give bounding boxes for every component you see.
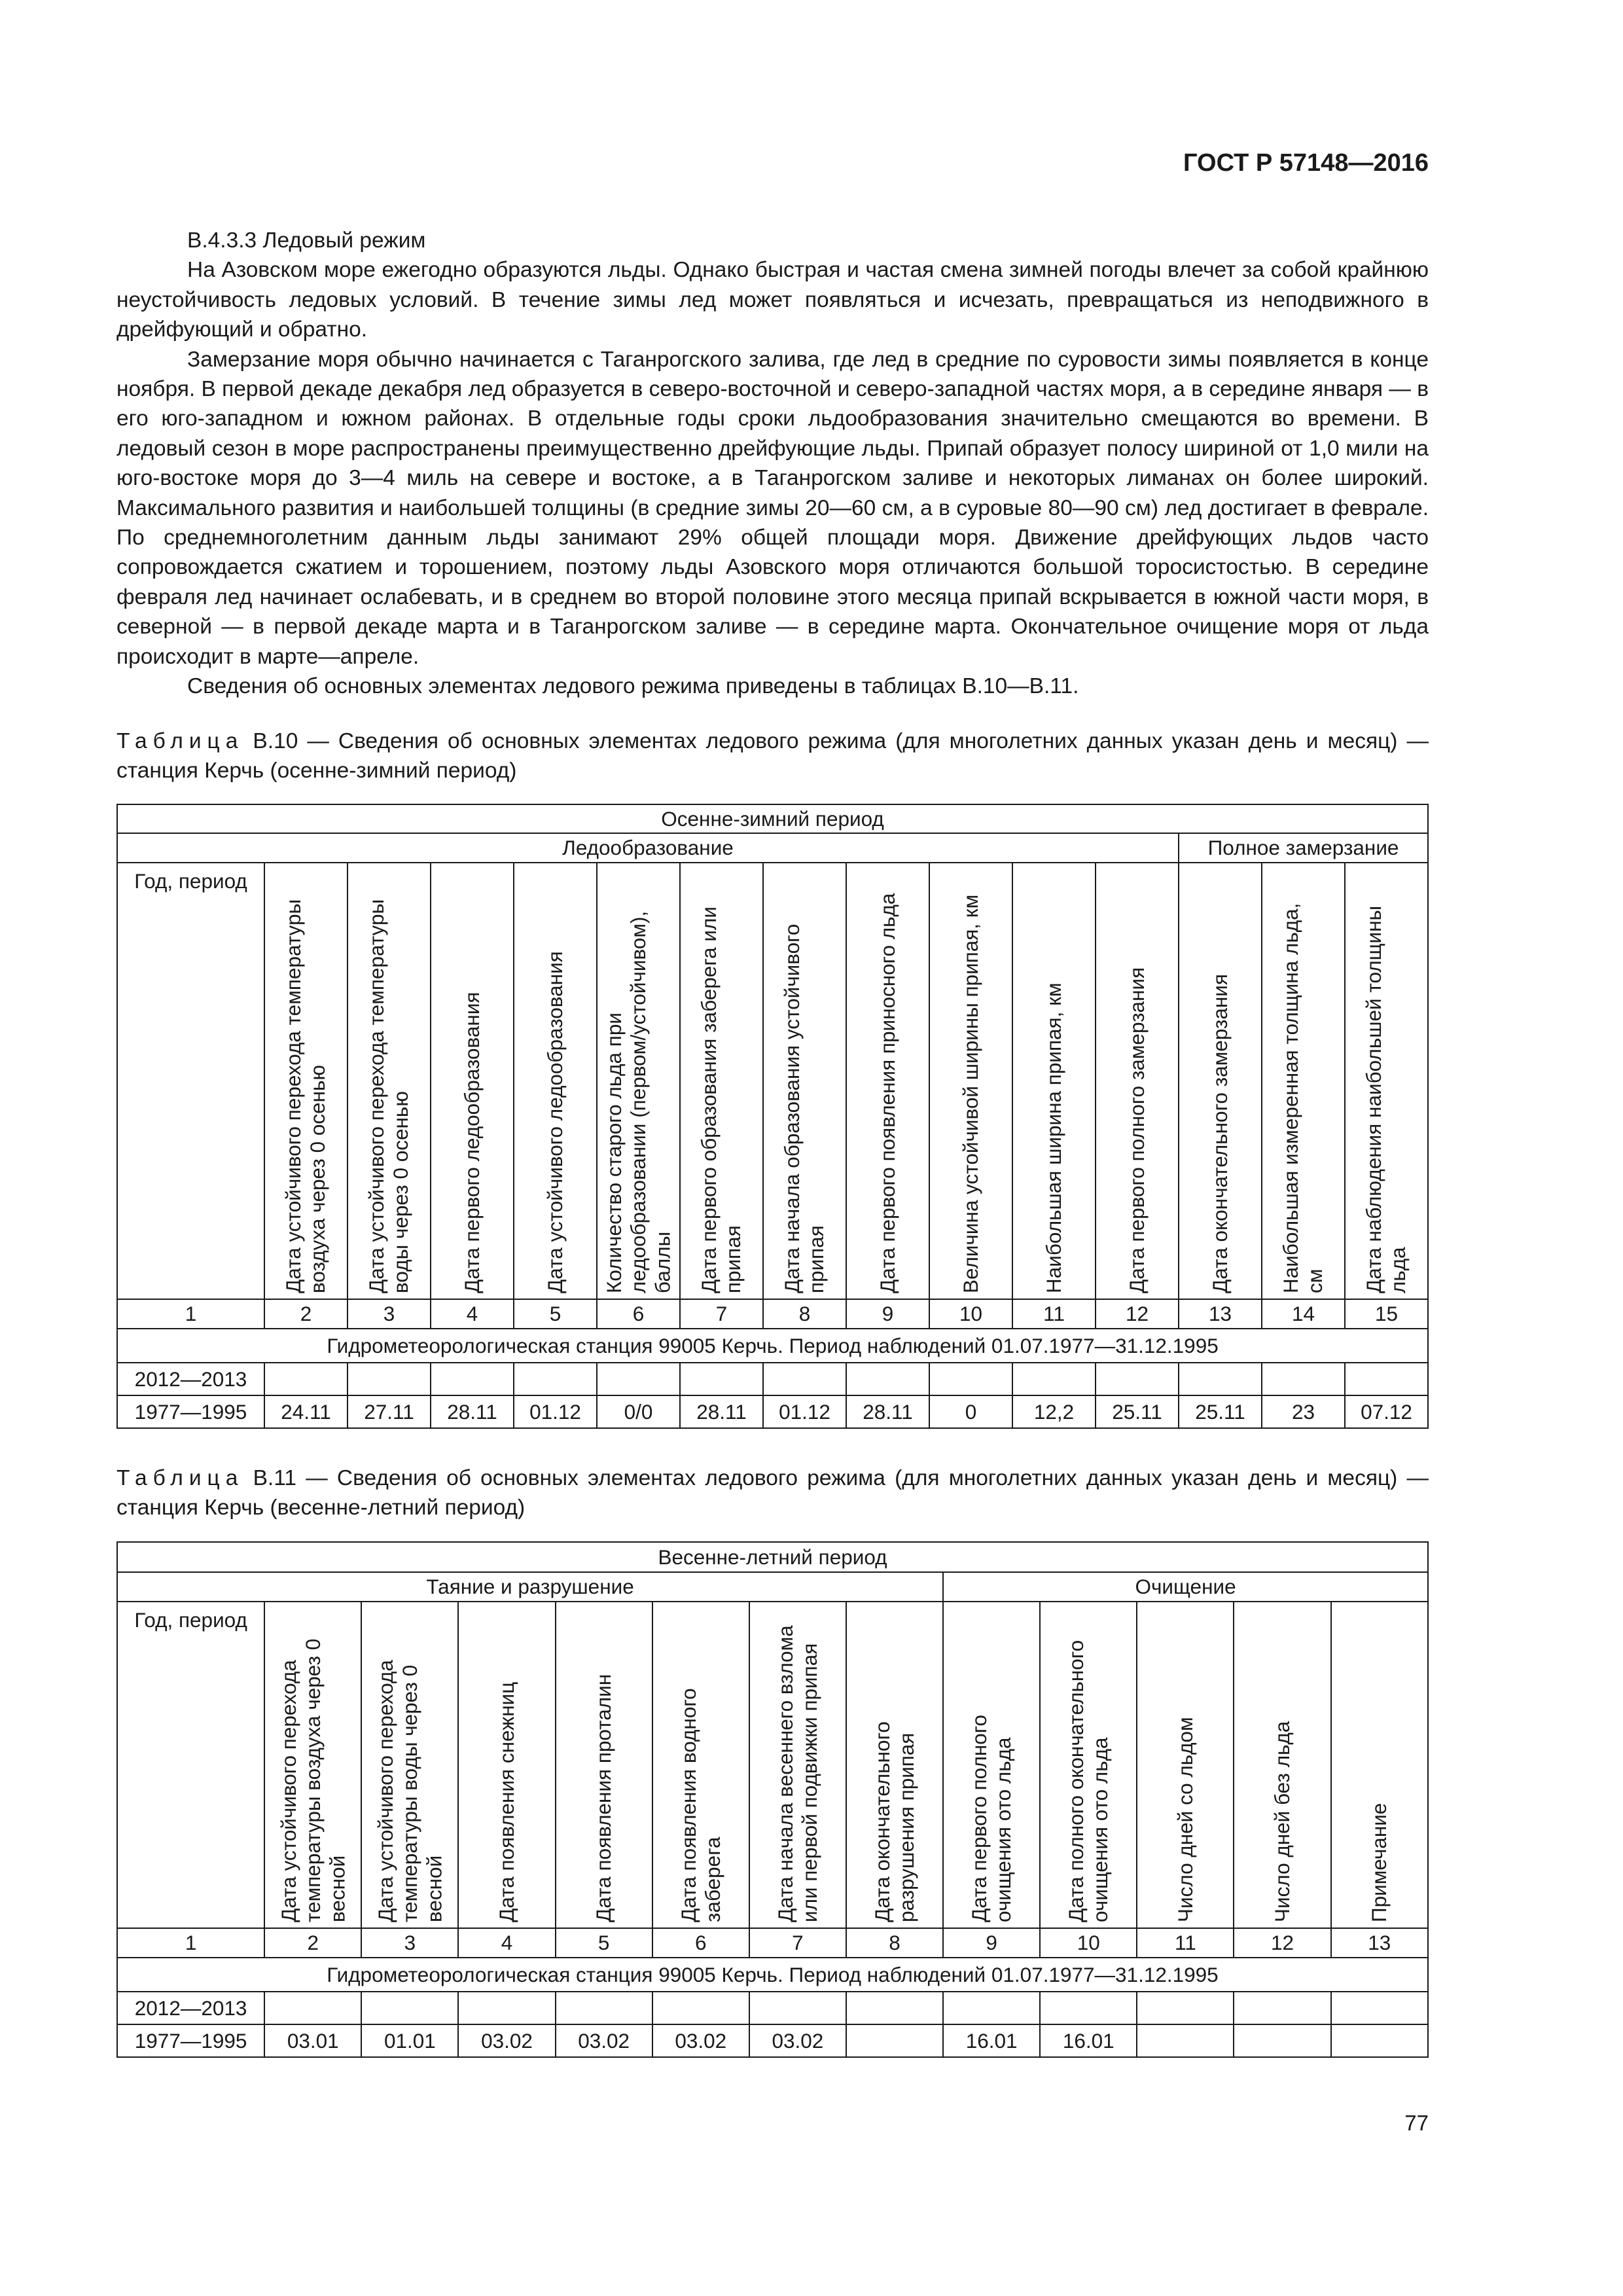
cell: 1977—1995 bbox=[117, 1395, 264, 1428]
period-header: Весенне-летний период bbox=[117, 1542, 1428, 1572]
group-header: Таяние и разрушение bbox=[117, 1572, 943, 1602]
column-number: 3 bbox=[348, 1299, 431, 1329]
cell bbox=[846, 1992, 943, 2024]
cell bbox=[1012, 1363, 1096, 1395]
paragraph: Замерзание моря обычно начинается с Таганрогского залива, где лед в средние по суровости зимы появляется в конце ноября. В первой декаде декабря лед образуется в северо-восточной и северо-западной частях моря, а в середине января — в его юго-западном и южном районах. В отдельные годы сроки льдообразования значительно смещаются во времени. В ледовый сезон в море распространены преимущественно дрейфующие льды. Припай образует полосу шириной от 1,0 мили на юго-востоке моря до 3—4 миль на севере и востоке, а в Таганрогском заливе и некоторых лиманах он более широкий. Максимального развития и наибольшей толщины (в средние зимы 20—60 см, а в суровые 80—90 см) лед достигает в феврале. По среднемноголетним данным льды занимают 29% общей площади моря. Движение дрейфующих льдов часто сопровождается сжатием и торошением, поэтому льды Азовского моря отличаются большой торосистостью. В середине февраля лед начинает ослабевать, и в среднем во второй половине этого месяца припай вскрывается в южной части моря, в северной — в первой декаде марта и в Таганрогском заливе — в середине марта. Окончательное очищение моря от льда происходит в марте—апреле. bbox=[116, 347, 1429, 669]
table-label: Таблица bbox=[116, 1466, 244, 1490]
period-header: Осенне-зимний период bbox=[117, 804, 1428, 833]
column-header-text: Дата устойчивого перехода температуры воды через 0 весной bbox=[373, 1660, 446, 1922]
cell bbox=[1262, 1363, 1345, 1395]
cell bbox=[361, 1992, 458, 2024]
column-header bbox=[348, 863, 431, 1299]
column-header bbox=[1137, 1602, 1234, 1928]
column-header bbox=[1040, 1602, 1137, 1928]
cell bbox=[1331, 1992, 1428, 2024]
column-header bbox=[846, 863, 929, 1299]
column-header bbox=[264, 863, 348, 1299]
column-number: 4 bbox=[431, 1299, 514, 1329]
column-header-text: Дата первого полного замерзания bbox=[1124, 967, 1149, 1293]
cell bbox=[680, 1363, 763, 1395]
column-number: 13 bbox=[1331, 1928, 1428, 1958]
cell bbox=[458, 1992, 555, 2024]
page-number: 77 bbox=[1404, 2111, 1429, 2135]
cell bbox=[929, 1363, 1012, 1395]
column-header-text: Дата появления проталин bbox=[592, 1674, 616, 1922]
station-row: Гидрометеорологическая станция 99005 Керчь. Период наблюдений 01.07.1977—31.12.1995 bbox=[117, 1958, 1428, 1992]
column-header-text: Дата появления снежниц bbox=[494, 1681, 518, 1922]
column-header-text: Дата появления водного заберега bbox=[676, 1688, 724, 1922]
column-header-text: Дата первого ледообразования bbox=[459, 992, 484, 1293]
paragraph: На Азовском море ежегодно образуются льды. Однако быстрая и частая смена зимней погоды влечет за собой крайнюю неустойчивость ледовых условий. В течение зимы лед может появляться и исчезать, превращаться из неподвижного в дрейфующий и обратно. bbox=[116, 258, 1429, 342]
cell: 03.02 bbox=[652, 2024, 749, 2057]
column-header-text: Примечание bbox=[1367, 1803, 1391, 1922]
table11-caption-text: В.11 — Сведения об основных элементах ледового режима (для многолетних данных указан день и месяц) — станция Керчь (весенне-летний период) bbox=[116, 1466, 1429, 1520]
document-code: ГОСТ Р 57148—2016 bbox=[1183, 149, 1429, 177]
cell: 01.01 bbox=[361, 2024, 458, 2057]
column-header bbox=[1012, 863, 1096, 1299]
column-header bbox=[1234, 1602, 1330, 1928]
station-row: Гидрометеорологическая станция 99005 Керчь. Период наблюдений 01.07.1977—31.12.1995 bbox=[117, 1329, 1428, 1363]
table10-caption-text: В.10 — Сведения об основных элементах ледового режима (для многолетних данных указан день и месяц) — станция Керчь (осенне-зимний период) bbox=[116, 729, 1429, 783]
column-header bbox=[1262, 863, 1345, 1299]
cell bbox=[514, 1363, 597, 1395]
cell bbox=[556, 1992, 652, 2024]
cell bbox=[846, 1363, 929, 1395]
column-header bbox=[1179, 863, 1262, 1299]
table-row bbox=[117, 1992, 1428, 2024]
column-header bbox=[1331, 1602, 1428, 1928]
cell: 12,2 bbox=[1012, 1395, 1096, 1428]
column-number: 14 bbox=[1262, 1299, 1345, 1329]
table-label: Таблица bbox=[116, 729, 244, 753]
column-number: 11 bbox=[1012, 1299, 1096, 1329]
cell: 2012—2013 bbox=[117, 1992, 264, 2024]
cell: 25.11 bbox=[1096, 1395, 1179, 1428]
column-number: 13 bbox=[1179, 1299, 1262, 1329]
column-header bbox=[556, 1602, 652, 1928]
cell bbox=[1137, 1992, 1234, 2024]
table-row bbox=[117, 1363, 1428, 1395]
cell bbox=[943, 1992, 1040, 2024]
cell: 03.02 bbox=[458, 2024, 555, 2057]
cell: 01.12 bbox=[514, 1395, 597, 1428]
column-header-text: Дата устойчивого перехода температуры воздуха через 0 осенью bbox=[281, 899, 330, 1293]
column-header bbox=[652, 1602, 749, 1928]
column-header-text: Дата устойчивого перехода температуры воды через 0 осенью bbox=[365, 899, 413, 1293]
cell: 03.02 bbox=[556, 2024, 652, 2057]
cell: 25.11 bbox=[1179, 1395, 1262, 1428]
cell: 03.01 bbox=[264, 2024, 361, 2057]
cell bbox=[431, 1363, 514, 1395]
column-header-text: Дата начала весеннего взлома или первой подвижки припая bbox=[773, 1625, 821, 1922]
cell bbox=[264, 1363, 348, 1395]
column-number: 8 bbox=[846, 1928, 943, 1958]
cell: 1977—1995 bbox=[117, 2024, 264, 2057]
cell bbox=[846, 2024, 943, 2057]
cell bbox=[1040, 1992, 1137, 2024]
cell: 01.12 bbox=[763, 1395, 846, 1428]
column-header-text: Число дней без льда bbox=[1270, 1721, 1294, 1922]
cell bbox=[1137, 2024, 1234, 2057]
column-number: 10 bbox=[1040, 1928, 1137, 1958]
cell: 2012—2013 bbox=[117, 1363, 264, 1395]
column-header-text: Дата первого образования заберега или припая bbox=[697, 906, 745, 1293]
column-number: 1 bbox=[117, 1928, 264, 1958]
column-number: 6 bbox=[652, 1928, 749, 1958]
cell bbox=[597, 1363, 680, 1395]
column-number: 12 bbox=[1096, 1299, 1179, 1329]
column-numbers-row bbox=[117, 1928, 1428, 1958]
column-number: 5 bbox=[514, 1299, 597, 1329]
cell: 16.01 bbox=[1040, 2024, 1137, 2057]
section-text bbox=[116, 226, 1429, 702]
cell: 28.11 bbox=[680, 1395, 763, 1428]
column-header bbox=[597, 863, 680, 1299]
column-header-text: Дата окончательного замерзания bbox=[1207, 974, 1232, 1293]
column-number: 12 bbox=[1234, 1928, 1330, 1958]
cell: 27.11 bbox=[348, 1395, 431, 1428]
cell bbox=[1179, 1363, 1262, 1395]
column-numbers-row bbox=[117, 1299, 1428, 1329]
paragraph: Сведения об основных элементах ледового режима приведены в таблицах В.10—В.11. bbox=[187, 674, 1079, 699]
cell bbox=[1234, 2024, 1330, 2057]
column-number: 15 bbox=[1345, 1299, 1428, 1329]
cell bbox=[749, 1992, 846, 2024]
column-number: 7 bbox=[680, 1299, 763, 1329]
column-header-text: Величина устойчивой ширины припая, км bbox=[958, 894, 982, 1293]
column-header-text: Дата первого появления приносного льда bbox=[875, 893, 899, 1293]
column-header-year: Год, период bbox=[117, 1602, 264, 1928]
cell bbox=[264, 1992, 361, 2024]
cell bbox=[1234, 1992, 1330, 2024]
cell bbox=[1331, 2024, 1428, 2057]
cell: 03.02 bbox=[749, 2024, 846, 2057]
column-header-year: Год, период bbox=[117, 863, 264, 1299]
column-header bbox=[846, 1602, 943, 1928]
cell: 24.11 bbox=[264, 1395, 348, 1428]
column-header bbox=[514, 863, 597, 1299]
column-header-text: Наибольшая измеренная толщина льда, см bbox=[1279, 903, 1327, 1293]
cell bbox=[348, 1363, 431, 1395]
column-header-text: Дата устойчивого ледообразования bbox=[543, 951, 567, 1293]
column-header bbox=[680, 863, 763, 1299]
column-number: 2 bbox=[264, 1928, 361, 1958]
column-header-text: Дата устойчивого перехода температуры воздуха через 0 весной bbox=[276, 1638, 349, 1922]
table-b11 bbox=[116, 1541, 1429, 2058]
column-header-text: Дата начала образования устойчивого припая bbox=[780, 924, 829, 1293]
cell: 0 bbox=[929, 1395, 1012, 1428]
column-number: 1 bbox=[117, 1299, 264, 1329]
group-header: Ледообразование bbox=[117, 833, 1179, 863]
column-header bbox=[749, 1602, 846, 1928]
column-header bbox=[1096, 863, 1179, 1299]
column-header bbox=[361, 1602, 458, 1928]
column-number: 3 bbox=[361, 1928, 458, 1958]
column-header-text: Дата наблюдения наибольшей толщины льда bbox=[1362, 905, 1410, 1293]
column-header-text: Число дней со льдом bbox=[1173, 1717, 1197, 1922]
table10-caption bbox=[116, 726, 1429, 785]
column-number: 6 bbox=[597, 1299, 680, 1329]
column-header-text: Наибольшая ширина припая, км bbox=[1041, 982, 1065, 1293]
column-header bbox=[264, 1602, 361, 1928]
cell: 28.11 bbox=[431, 1395, 514, 1428]
cell bbox=[1345, 1363, 1428, 1395]
column-header bbox=[458, 1602, 555, 1928]
column-number: 2 bbox=[264, 1299, 348, 1329]
column-header-text: Дата окончательного разрушения припая bbox=[870, 1721, 919, 1922]
cell: 23 bbox=[1262, 1395, 1345, 1428]
column-header bbox=[929, 863, 1012, 1299]
table-row bbox=[117, 1395, 1428, 1428]
cell bbox=[652, 1992, 749, 2024]
column-number: 9 bbox=[846, 1299, 929, 1329]
column-header-text: Дата полного окончательного очищения ото льда bbox=[1064, 1640, 1113, 1922]
column-header bbox=[1345, 863, 1428, 1299]
table11-caption bbox=[116, 1463, 1429, 1522]
column-number: 5 bbox=[556, 1928, 652, 1958]
cell: 07.12 bbox=[1345, 1395, 1428, 1428]
table-b10 bbox=[116, 804, 1429, 1429]
column-header-text: Дата первого полного очищения ото льда bbox=[967, 1714, 1016, 1922]
column-header bbox=[431, 863, 514, 1299]
table-row bbox=[117, 2024, 1428, 2057]
cell: 0/0 bbox=[597, 1395, 680, 1428]
column-number: 10 bbox=[929, 1299, 1012, 1329]
cell bbox=[1096, 1363, 1179, 1395]
column-number: 4 bbox=[458, 1928, 555, 1958]
column-header bbox=[763, 863, 846, 1299]
group-header: Очищение bbox=[943, 1572, 1428, 1602]
cell: 28.11 bbox=[846, 1395, 929, 1428]
column-number: 9 bbox=[943, 1928, 1040, 1958]
column-number: 8 bbox=[763, 1299, 846, 1329]
column-header bbox=[943, 1602, 1040, 1928]
column-header-text: Количество старого льда при ледообразовании (первом/устойчивом), баллы bbox=[601, 910, 675, 1293]
cell: 16.01 bbox=[943, 2024, 1040, 2057]
section-heading: В.4.3.3 Ледовый режим bbox=[187, 228, 426, 253]
cell bbox=[763, 1363, 846, 1395]
column-number: 11 bbox=[1137, 1928, 1234, 1958]
group-header: Полное замерзание bbox=[1179, 833, 1428, 863]
column-number: 7 bbox=[749, 1928, 846, 1958]
